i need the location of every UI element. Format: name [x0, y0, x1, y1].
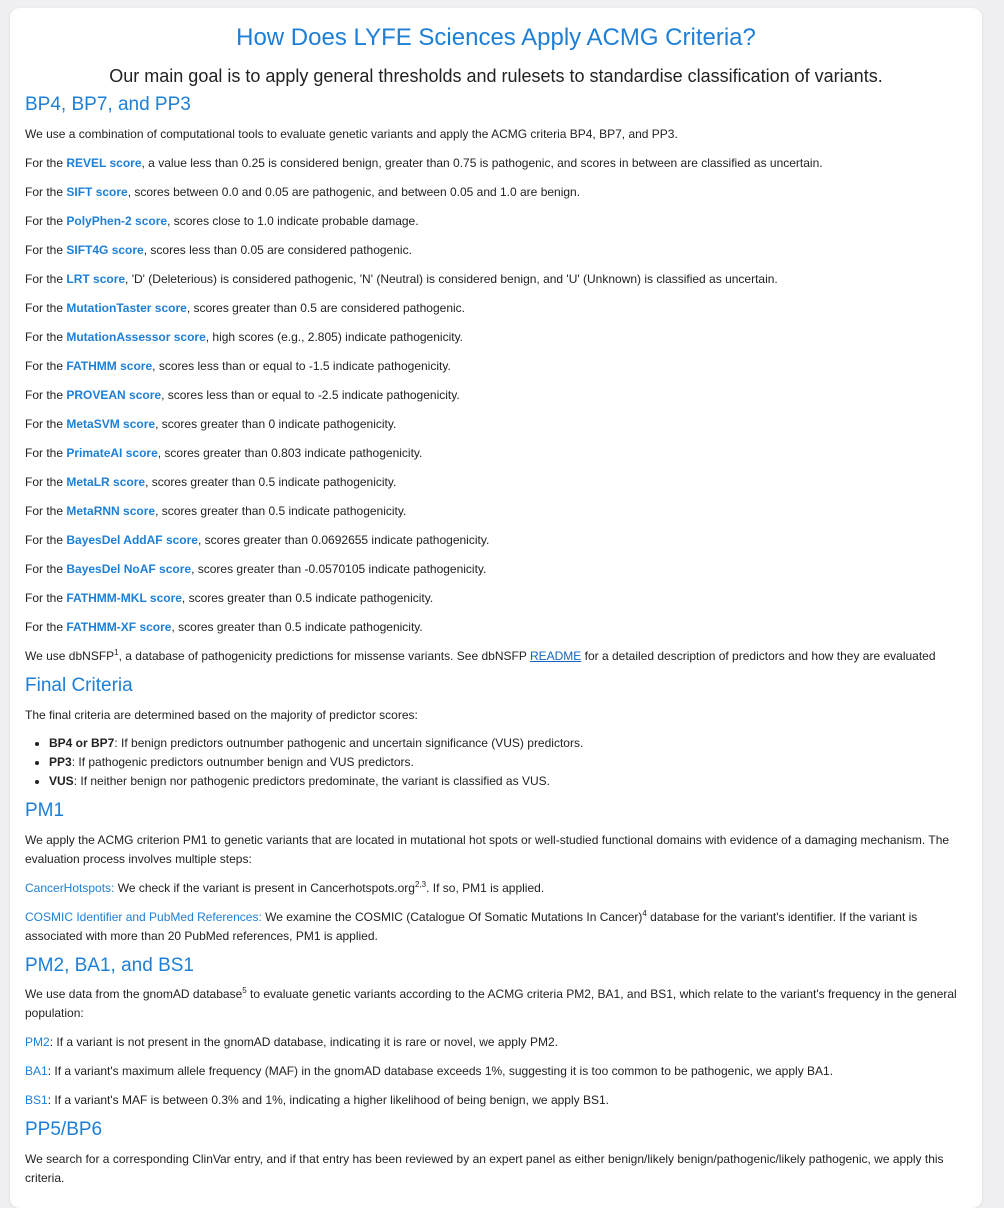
predictor-text: , scores close to 1.0 indicate probable damage.: [167, 214, 419, 228]
predictor-text: , scores greater than 0.0692655 indicate pathogenicity.: [197, 533, 490, 547]
criteria-text: : If a variant's MAF is between 0.3% and 1%, indicating a higher likelihood of being benign, we apply BS1.: [47, 1093, 609, 1107]
predictor-name: PrimateAI score: [66, 446, 158, 460]
hotspots-text-end: . If so, PM1 is applied.: [426, 881, 545, 895]
predictor-text: , scores greater than 0 indicate pathogenicity.: [155, 417, 397, 431]
predictor-prefix: For the: [25, 359, 67, 373]
predictor-item: [25, 502, 967, 521]
dbnsfp-text-end: for a detailed description of predictors and how they are evaluated: [581, 649, 936, 663]
page-subtitle: Our main goal is to apply general thresholds and rulesets to standardise classification of variants.: [109, 66, 883, 86]
pp5-intro: We search for a corresponding ClinVar entry, and if that entry has been reviewed by an expert panel as either benign/likely benign/pathogenic/likely pathogenic, we apply this criteria.: [25, 1152, 944, 1185]
footnote-ref: 4: [642, 909, 647, 918]
section-heading-pm2: PM2, BA1, and BS1: [25, 955, 194, 976]
criteria-label: BA1: [25, 1064, 48, 1078]
predictor-text: , scores greater than 0.5 indicate pathogenicity.: [181, 591, 434, 605]
list-item: [49, 772, 967, 791]
criteria-label: BS1: [25, 1093, 48, 1107]
predictor-item: [25, 183, 967, 202]
cosmic-text: We examine the COSMIC (Catalogue Of Somatic Mutations In Cancer): [261, 910, 643, 924]
predictor-text: , a value less than 0.25 is considered benign, greater than 0.75 is pathogenic, and scores in between are classified as uncertain.: [141, 156, 823, 170]
predictor-name: FATHMM-XF score: [66, 620, 172, 634]
predictor-item: [25, 154, 967, 173]
pm1-intro: We apply the ACMG criterion PM1 to genetic variants that are located in mutational hot spots or well-studied functional domains with evidence of a damaging mechanism. The evaluation process involves multiple steps:: [25, 833, 950, 866]
predictor-prefix: For the: [25, 156, 67, 170]
pm1-hotspots: [25, 879, 967, 898]
predictor-text: , high scores (e.g., 2.805) indicate pathogenicity.: [205, 330, 464, 344]
list-item: [49, 734, 967, 753]
content-card: [10, 8, 982, 1208]
bs1-item: [25, 1091, 967, 1110]
predictor-prefix: For the: [25, 475, 67, 489]
pm1-cosmic: [25, 908, 967, 946]
criteria-text: : If a variant is not present in the gnomAD database, indicating it is rare or novel, we apply PM2.: [49, 1035, 558, 1049]
predictor-item: [25, 415, 967, 434]
predictor-text: , scores less than 0.05 are considered pathogenic.: [143, 243, 412, 257]
dbnsfp-text-mid: , a database of pathogenicity predictions for missense variants. See dbNSFP: [118, 649, 530, 663]
predictor-name: BayesDel NoAF score: [66, 562, 192, 576]
bp4-intro: We use a combination of computational tools to evaluate genetic variants and apply the ACMG criteria BP4, BP7, and PP3.: [25, 127, 678, 141]
predictor-name: FATHMM score: [66, 359, 153, 373]
predictor-name: MutationAssessor score: [66, 330, 206, 344]
criteria-text: : If neither benign nor pathogenic predictors predominate, the variant is classified as VUS.: [73, 774, 550, 788]
predictor-text: , scores greater than 0.5 indicate pathogenicity.: [145, 475, 397, 489]
predictor-item: [25, 270, 967, 289]
footnote-ref: 2,3: [414, 880, 427, 889]
predictor-prefix: For the: [25, 620, 67, 634]
predictor-item: [25, 357, 967, 376]
predictor-item: [25, 241, 967, 260]
predictor-prefix: For the: [25, 417, 67, 431]
predictor-text: , scores greater than 0.5 indicate pathogenicity.: [171, 620, 423, 634]
predictor-name: MetaLR score: [66, 475, 146, 489]
predictor-item: [25, 328, 967, 347]
predictor-name: MetaRNN score: [66, 504, 156, 518]
hotspots-text: We check if the variant is present in Cancerhotspots.org: [114, 881, 415, 895]
predictor-item: [25, 212, 967, 231]
predictor-prefix: For the: [25, 504, 67, 518]
criteria-label: VUS: [49, 774, 74, 788]
page-title: How Does LYFE Sciences Apply ACMG Criteria?: [236, 24, 756, 51]
predictor-text: , scores greater than 0.5 indicate pathogenicity.: [155, 504, 407, 518]
predictor-prefix: For the: [25, 533, 67, 547]
predictor-item: [25, 589, 967, 608]
readme-link[interactable]: README: [529, 649, 582, 663]
section-heading-bp4: BP4, BP7, and PP3: [25, 94, 191, 115]
predictor-prefix: For the: [25, 330, 67, 344]
final-criteria-list: [25, 734, 967, 791]
predictor-text: , scores greater than -0.0570105 indicate pathogenicity.: [191, 562, 487, 576]
hotspots-label: CancerHotspots:: [25, 881, 115, 895]
predictor-item: [25, 531, 967, 550]
predictor-prefix: For the: [25, 272, 67, 286]
predictor-item: [25, 444, 967, 463]
predictor-text: , scores greater than 0.5 are considered pathogenic.: [186, 301, 466, 315]
criteria-label: PP3: [49, 755, 72, 769]
predictor-text: , scores less than or equal to -1.5 indicate pathogenicity.: [152, 359, 451, 373]
criteria-label: BP4 or BP7: [49, 736, 115, 750]
predictor-prefix: For the: [25, 446, 67, 460]
predictor-prefix: For the: [25, 388, 67, 402]
predictor-name: SIFT4G score: [66, 243, 144, 257]
final-intro: The final criteria are determined based on the majority of predictor scores:: [25, 708, 418, 722]
predictor-list: [25, 154, 967, 637]
predictor-item: [25, 560, 967, 579]
predictor-text: , scores between 0.0 and 0.05 are pathogenic, and between 0.05 and 1.0 are benign.: [127, 185, 581, 199]
predictor-prefix: For the: [25, 243, 67, 257]
cosmic-label: COSMIC Identifier and PubMed References:: [25, 910, 262, 924]
dbnsfp-text: We use dbNSFP: [25, 649, 115, 663]
predictor-item: [25, 618, 967, 637]
predictor-name: LRT score: [66, 272, 126, 286]
predictor-name: REVEL score: [66, 156, 142, 170]
predictor-name: BayesDel AddAF score: [66, 533, 198, 547]
ba1-item: [25, 1062, 967, 1081]
predictor-prefix: For the: [25, 214, 67, 228]
predictor-item: [25, 386, 967, 405]
pm2-intro: [25, 985, 967, 1023]
predictor-prefix: For the: [25, 562, 67, 576]
predictor-name: SIFT score: [66, 185, 128, 199]
predictor-text: , scores greater than 0.803 indicate pathogenicity.: [157, 446, 423, 460]
list-item: [49, 753, 967, 772]
pm2-intro-text-end: to evaluate genetic variants according to the ACMG criteria PM2, BA1, and BS1, which relate to the variant's frequency in the general population:: [25, 987, 957, 1020]
pm2-intro-text: We use data from the gnomAD database: [25, 987, 243, 1001]
cosmic-text-end: database for the variant's identifier. If the variant is associated with more than 20 PubMed references, PM1 is applied.: [25, 910, 918, 943]
predictor-name: MutationTaster score: [66, 301, 187, 315]
criteria-label: PM2: [25, 1035, 50, 1049]
pm2-item: [25, 1033, 967, 1052]
criteria-text: : If benign predictors outnumber pathogenic and uncertain significance (VUS) predictors.: [114, 736, 584, 750]
section-heading-pm1: PM1: [25, 800, 65, 821]
predictor-prefix: For the: [25, 185, 67, 199]
footnote-ref: 1: [114, 648, 119, 657]
predictor-name: PROVEAN score: [66, 388, 162, 402]
section-heading-pp5: PP5/BP6: [25, 1119, 103, 1140]
predictor-prefix: For the: [25, 301, 67, 315]
predictor-text: , scores less than or equal to -2.5 indicate pathogenicity.: [161, 388, 460, 402]
predictor-item: [25, 299, 967, 318]
predictor-name: MetaSVM score: [66, 417, 156, 431]
predictor-name: FATHMM-MKL score: [66, 591, 182, 605]
predictor-text: , 'D' (Deleterious) is considered pathogenic, 'N' (Neutral) is considered benign, and 'U' (Unknown) is classified as uncertain.: [125, 272, 778, 286]
criteria-text: : If pathogenic predictors outnumber benign and VUS predictors.: [71, 755, 414, 769]
footnote-ref: 5: [242, 986, 247, 995]
dbnsfp-note: [25, 647, 967, 666]
predictor-item: [25, 473, 967, 492]
section-heading-final-criteria: Final Criteria: [25, 675, 133, 696]
criteria-text: : If a variant's maximum allele frequency (MAF) in the gnomAD database exceeds 1%, suggesting it is too common to be pathogenic, we apply BA1.: [47, 1064, 834, 1078]
predictor-name: PolyPhen-2 score: [66, 214, 168, 228]
predictor-prefix: For the: [25, 591, 67, 605]
